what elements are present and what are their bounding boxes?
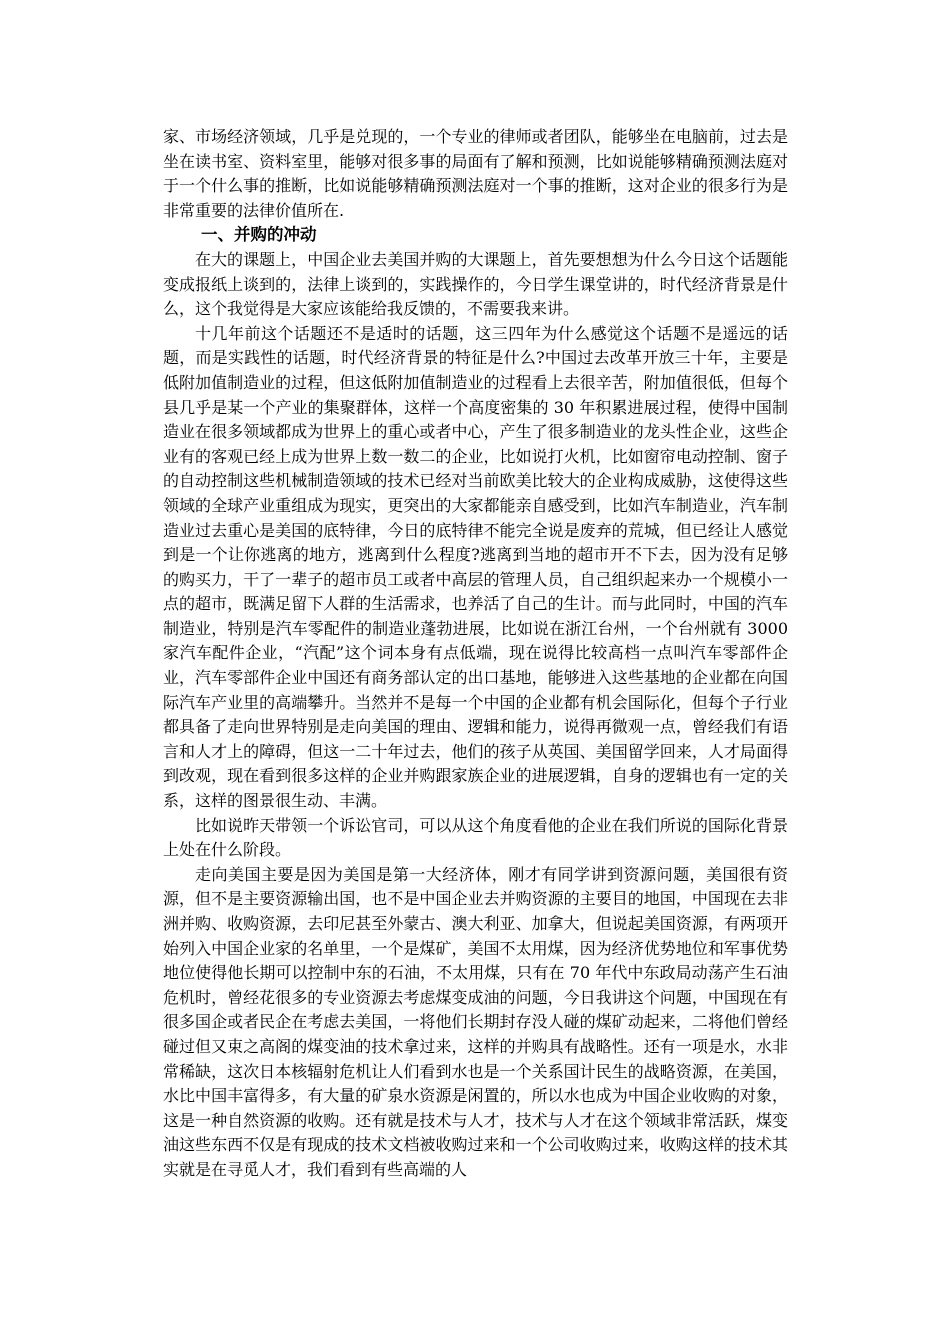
document-body bbox=[163, 125, 788, 1183]
paragraph: 走向美国主要是因为美国是第一大经济体，刚才有同学讲到资源问题，美国很有资源，但不是主要资源输出国，也不是中国企业去并购资源的主要目的地国，中国现在去非洲并购、收购资源，去印尼甚至外蒙古、澳大利亚、加拿大，但说起美国资源，有两项开始列入中国企业家的名单里，一个是煤矿，美国不太用煤，因为经济优势地位和军事优势地位使得他长期可以控制中东的石油，不太用煤，只有在 70 年代中东政局动荡产生石油危机时，曾经花很多的专业资源去考虑煤变成油的问题，今日我讲这个问题，中国现在有很多国企或者民企在考虑去美国，一将他们长期封存没人碰的煤矿动起来，二将他们曾经碰过但又束之高阁的煤变油的技术拿过来，这样的并购具有战略性。还有一项是水，水非常稀缺，这次日本核辐射危机让人们看到水也是一个关系国计民生的战略资源，在美国，水比中国丰富得多，有大量的矿泉水资源是闲置的，所以水也成为中国企业收购的对象，这是一种自然资源的收购。还有就是技术与人才，技术与人才在这个领域非常活跃，煤变油这些东西不仅是有现成的技术文档被收购过来和一个公司收购过来，收购这样的技术其实就是在寻觅人才，我们看到有些高端的人 bbox=[163, 864, 788, 1179]
paragraph: 十几年前这个话题还不是适时的话题，这三四年为什么感觉这个话题不是遥远的话题，而是实践性的话题，时代经济背景的特征是什么?中国过去改革开放三十年，主要是低附加值制造业的过程，但这低附加值制造业的过程看上去很辛苦，附加值很低，但每个县几乎是某一个产业的集聚群体，这样一个高度密集的 30 年积累进展过程，使得中国制造业在很多领域都成为世界上的重心或者中心，产生了很多制造业的龙头性企业，这些企业有的客观已经上成为世界上数一数二的企业，比如说打火机，比如窗帘电动控制、窗子的自动控制这些机械制造领域的技术已经对当前欧美比较大的企业构成威胁，这使得这些领域的全球产业重组成为现实，更突出的大家都能亲自感受到，比如汽车制造业，汽车制造业过去重心是美国的底特律，今日的底特律不能完全说是废弃的荒城，但已经让人感觉到是一个让你逃离的地方，逃离到什么程度?逃离到当地的超市开不下去，因为没有足够的购买力，干了一辈子的超市员工或者中高层的管理人员，自己组织起来办一个规模小一点的超市，既满足留下人群的生活需求，也养活了自己的生计。而与此同时，中国的汽车制造业，特别是汽车零配件的制造业蓬勃进展，比如说在浙江台州，一个台州就有 3000 家汽车配件企业，“汽配”这个词本身有点低端，现在说得比较高档一点叫汽车零部件企业，汽车零部件企业中国还有商务部认定的出口基地，能够进入这些基地的企业都在向国际汽车产业里的高端攀升。当然并不是每一个中国的企业都有机会国际化，但每个子行业都具备了走向世界特别是走向美国的理由、逻辑和能力，说得再微观一点，曾经我们有语言和人才上的障碍，但这一二十年过去，他们的孩子从英国、美国留学回来，人才局面得到改观，现在看到很多这样的企业并购跟家族企业的进展逻辑，自身的逻辑也有一定的关系，这样的图景很生动、丰满。 bbox=[163, 323, 788, 811]
paragraph: 在大的课题上，中国企业去美国并购的大课题上，首先要想想为什么今日这个话题能变成报纸上谈到的，法律上谈到的，实践操作的，今日学生课堂讲的，时代经济背景是什么，这个我觉得是大家应该能给我反馈的，不需要我来讲。 bbox=[163, 249, 788, 319]
paragraph: 比如说昨天带领一个诉讼官司，可以从这个角度看他的企业在我们所说的国际化背景上处在什么阶段。 bbox=[163, 815, 788, 860]
intro-paragraph: 家、市场经济领域，几乎是兑现的，一个专业的律师或者团队，能够坐在电脑前，过去是坐在读书室、资料室里，能够对很多事的局面有了解和预测，比如说能够精确预测法庭对于一个什么事的推断，比如说能够精确预测法庭对一个事的推断，这对企业的很多行为是非常重要的法律价值所在. bbox=[163, 127, 788, 220]
section-heading: 一、并购的冲动 bbox=[201, 225, 317, 245]
